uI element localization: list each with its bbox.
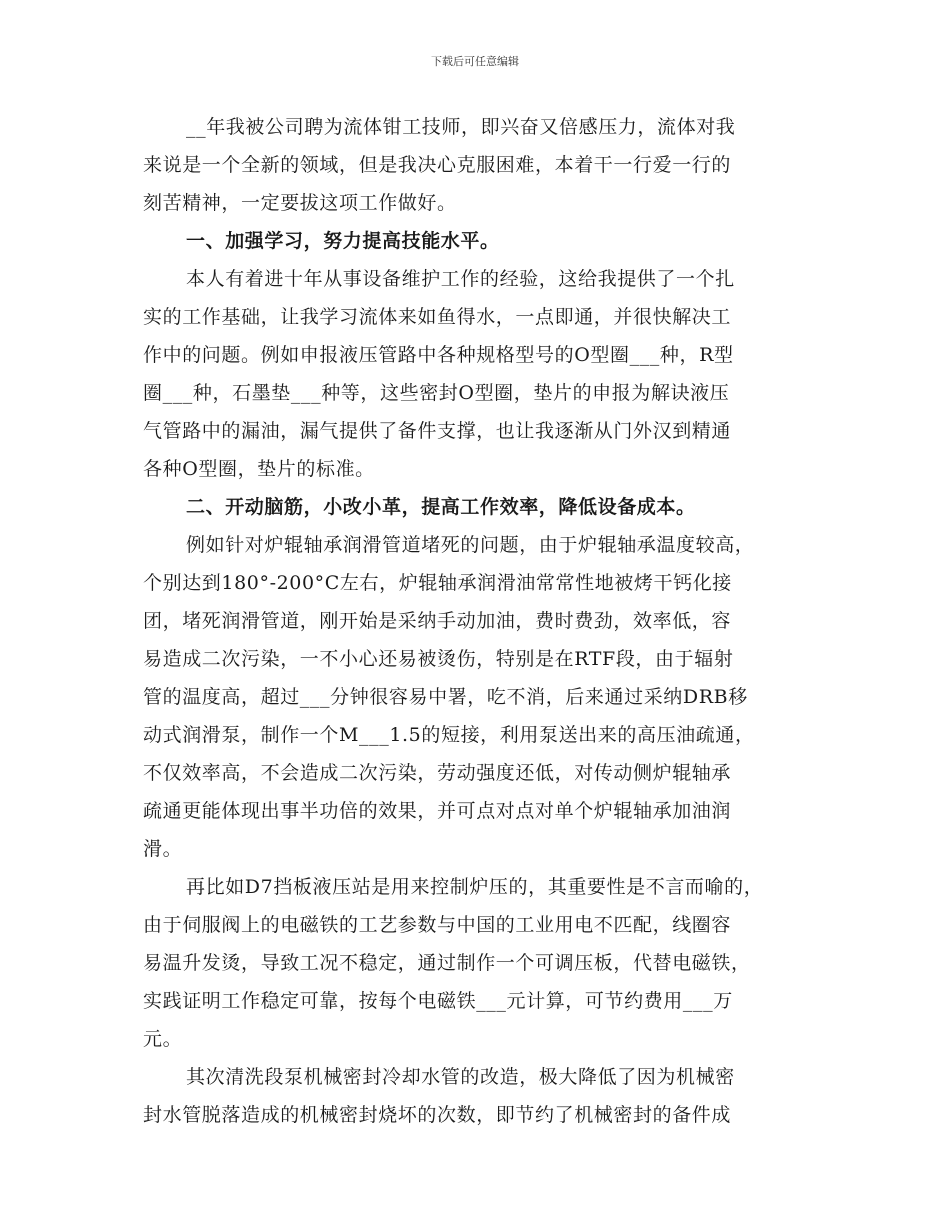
section-heading: 二、开动脑筋，小改小革，提高工作效率，降低设备成本。 (186, 496, 696, 518)
text-line: 实践证明工作稳定可靠，按每个电磁铁___元计算，可节约费用___万 (143, 990, 733, 1012)
text-line: 疏通更能体现出事半功倍的效果，并可点对点对单个炉辊轴承加油润 (143, 800, 732, 822)
page-header: 下载后可任意编辑 (431, 55, 519, 68)
text-line: 实的工作基础，让我学习流体来如鱼得水，一点即通，并很快解决工 (143, 306, 732, 328)
text-line: __年我被公司聘为流体钳工技师，即兴奋又倍感压力，流体对我 (186, 116, 736, 138)
text-line: 气管路中的漏油，漏气提供了备件支撑，也让我逐渐从门外汉到精通 (143, 420, 732, 442)
text-line: 封水管脱落造成的机械密封烧坏的次数，即节约了机械密封的备件成 (143, 1104, 732, 1126)
text-line: 作中的问题。例如申报液压管路中各种规格型号的O型圈___种，R型 (143, 344, 734, 366)
text-line: 元。 (143, 1028, 183, 1050)
text-line: 易温升发烫，导致工况不稳定，通过制作一个可调压板，代替电磁铁， (143, 952, 751, 974)
document-body (143, 108, 823, 1134)
text-line: 本人有着进十年从事设备维护工作的经验，这给我提供了一个扎 (186, 268, 735, 290)
text-line: 由于伺服阀上的电磁铁的工艺参数与中国的工业用电不匹配，线圈容 (143, 914, 732, 936)
text-line: 个别达到180°-200°C左右，炉辊轴承润滑油常常性地被烤干钙化接 (143, 572, 732, 594)
text-line: 易造成二次污染，一不小心还易被烫伤，特别是在RTF段，由于辐射 (143, 648, 734, 670)
text-line: 不仅效率高，不会造成二次污染，劳动强度还低，对传动侧炉辊轴承 (143, 762, 732, 784)
text-line: 圈___种，石墨垫___种等，这些密封O型圈，垫片的申报为解诀液压 (143, 382, 730, 404)
text-line: 刻苦精神，一定要拔这项工作做好。 (143, 192, 457, 214)
section-heading: 一、加强学习，努力提高技能水平。 (186, 230, 500, 252)
text-line: 动式润滑泵，制作一个M___1.5的短接，利用泵送出来的高压油疏通， (143, 724, 755, 746)
text-line: 例如针对炉辊轴承润滑管道堵死的问题，由于炉辊轴承温度较高， (186, 534, 755, 556)
text-line: 来说是一个全新的领域，但是我决心克服困难，本着干一行爱一行的 (143, 154, 732, 176)
text-line: 其次清洗段泵机械密封冷却水管的改造，极大降低了因为机械密 (186, 1066, 735, 1088)
text-line: 团，堵死润滑管道，刚开始是采纳手动加油，费时费劲，效率低，容 (143, 610, 732, 632)
text-line: 滑。 (143, 838, 183, 860)
text-line: 管的温度高，超过___分钟很容易中署，吃不消，后来通过采纳DRB移 (143, 686, 748, 708)
text-line: 再比如D7挡板液压站是用来控制炉压的，其重要性是不言而喻的， (186, 876, 764, 898)
text-line: 各种O型圈，垫片的标准。 (143, 458, 375, 480)
